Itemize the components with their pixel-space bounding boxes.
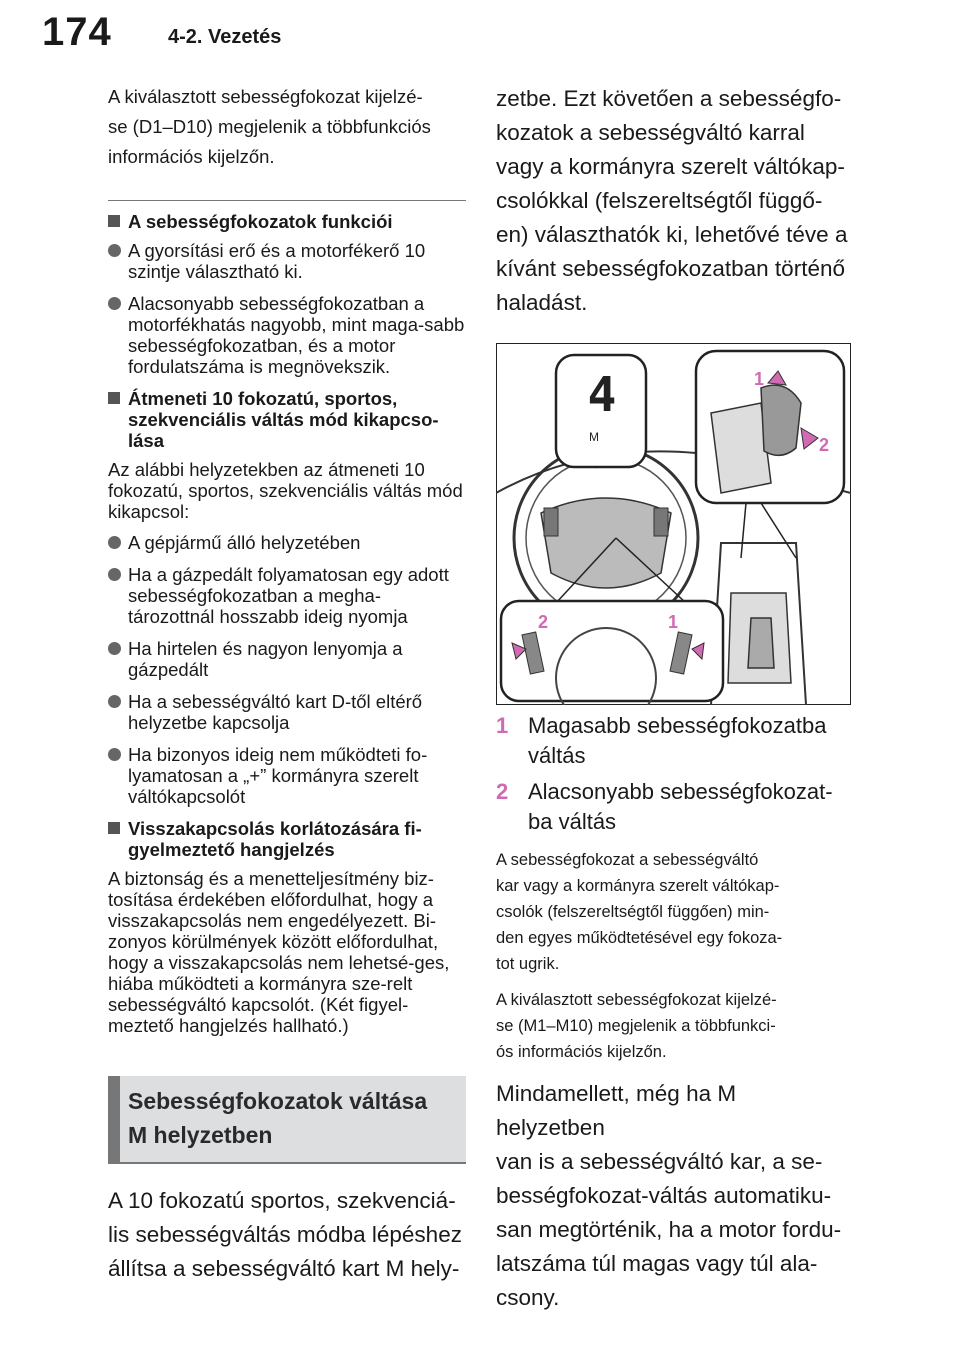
list-item: A gépjármű álló helyzetében xyxy=(108,532,466,553)
round-bullet-icon xyxy=(108,244,121,257)
section-label: 4-2. Vezetés xyxy=(168,26,282,48)
callout-label-1: 1 xyxy=(754,369,765,389)
round-bullet-icon xyxy=(108,568,121,581)
page-header xyxy=(0,0,960,76)
numbered-item: 2 Alacsonyabb sebességfokozat-ba váltás xyxy=(496,779,833,834)
section-title-box: Sebességfokozatok váltása M helyzetben xyxy=(108,1076,466,1164)
list-item: A gyorsítási erő és a motorfékerő 10 szintje választható ki. xyxy=(108,240,466,282)
square-bullet-icon xyxy=(108,822,120,834)
round-bullet-icon xyxy=(108,695,121,708)
round-bullet-icon xyxy=(108,297,121,310)
body-paragraph: Az alábbi helyzetekben az átmeneti 10 fokozatú, sportos, szekvenciális váltás mód kikapcsol: xyxy=(108,459,463,522)
body-paragraph-large: A 10 fokozatú sportos, szekvenciá- lis sebességváltás módba lépéshez állítsa a sebességváltó kart M hely- xyxy=(108,1188,462,1281)
gear-shift-illustration xyxy=(496,343,851,705)
list-item: Ha bizonyos ideig nem működteti fo-lyamatosan a „+” kormányra szerelt váltókapcsolót xyxy=(108,744,466,807)
left-column xyxy=(108,82,466,1286)
body-paragraph-large: zetbe. Ezt követően a sebességfo- kozatok a sebességváltó karral vagy a kormányra szerelt váltókap- csolókkal (felszereltségtől függő- en) választhatók ki, lehetővé téve a kívánt sebességfokozatban történő haladást. xyxy=(496,86,848,315)
section-heading: Átmeneti 10 fokozatú, sportos, szekvenciális váltás mód kikapcso-lása xyxy=(108,388,466,451)
body-paragraph: A biztonság és a menetteljesítmény biz-tosítása érdekében előfordulhat, hogy a visszakapcsolás nem engedélyezett. Bi-zonyos körülmények között előfordulhat, hogy a visszakapcsolás nem lehetsé-ges, hiába működteti a kormányra sze-relt sebességváltó kapcsolót. (Két figyel-meztető hangjelzés hallható.) xyxy=(108,868,450,1036)
body-paragraph-large: Mindamellett, még ha M helyzetben van is a sebességváltó kar, a se- bességfokozat-váltás automatiku- san megtörténik, ha a motor fordu- latszáma túl magas vagy túl ala- csony. xyxy=(496,1081,842,1310)
section-heading: A sebességfokozatok funkciói xyxy=(108,211,466,232)
intro-paragraph: A kiválasztott sebességfokozat kijelzé- se (D1–D10) megjelenik a többfunkciós információs kijelzőn. xyxy=(108,86,431,167)
list-item: Alacsonyabb sebességfokozatban a motorfékhatás nagyobb, mint maga-sabb sebességfokozatban, és a motor fordulatszáma is megnövekszik. xyxy=(108,293,466,377)
body-paragraph-small: A kiválasztott sebességfokozat kijelzé- se (M1–M10) megjelenik a többfunkci- ós információs kijelzőn. xyxy=(496,991,777,1061)
page-number: 174 xyxy=(42,10,112,54)
square-bullet-icon xyxy=(108,215,120,227)
divider xyxy=(108,200,466,201)
square-bullet-icon xyxy=(108,392,120,404)
round-bullet-icon xyxy=(108,748,121,761)
illustration-svg xyxy=(496,343,851,705)
round-bullet-icon xyxy=(108,536,121,549)
callout-label-1: 1 xyxy=(668,612,679,632)
round-bullet-icon xyxy=(108,642,121,655)
display-mode: M xyxy=(589,430,599,444)
numbered-item: 1 Magasabb sebességfokozatba váltás xyxy=(496,713,827,768)
list-item: Ha a sebességváltó kart D-től eltérő helyzetbe kapcsolja xyxy=(108,691,466,733)
body-paragraph-small: A sebességfokozat a sebességváltó kar vagy a kormányra szerelt váltókap- csolók (felszereltségtől függően) min- den egyes működtetésével egy fokoza- tot ugrik. xyxy=(496,851,783,973)
list-item: Ha hirtelen és nagyon lenyomja a gázpedált xyxy=(108,638,466,680)
callout-label-2: 2 xyxy=(538,612,549,632)
list-item: Ha a gázpedált folyamatosan egy adott sebességfokozatban a megha-tározottnál hosszabb ideig nyomja xyxy=(108,564,466,627)
section-heading: Visszakapcsolás korlátozására fi-gyelmeztető hangjelzés xyxy=(108,818,466,860)
display-gear: 4 xyxy=(587,367,617,423)
callout-label-2: 2 xyxy=(819,435,830,455)
right-column xyxy=(496,82,851,1315)
